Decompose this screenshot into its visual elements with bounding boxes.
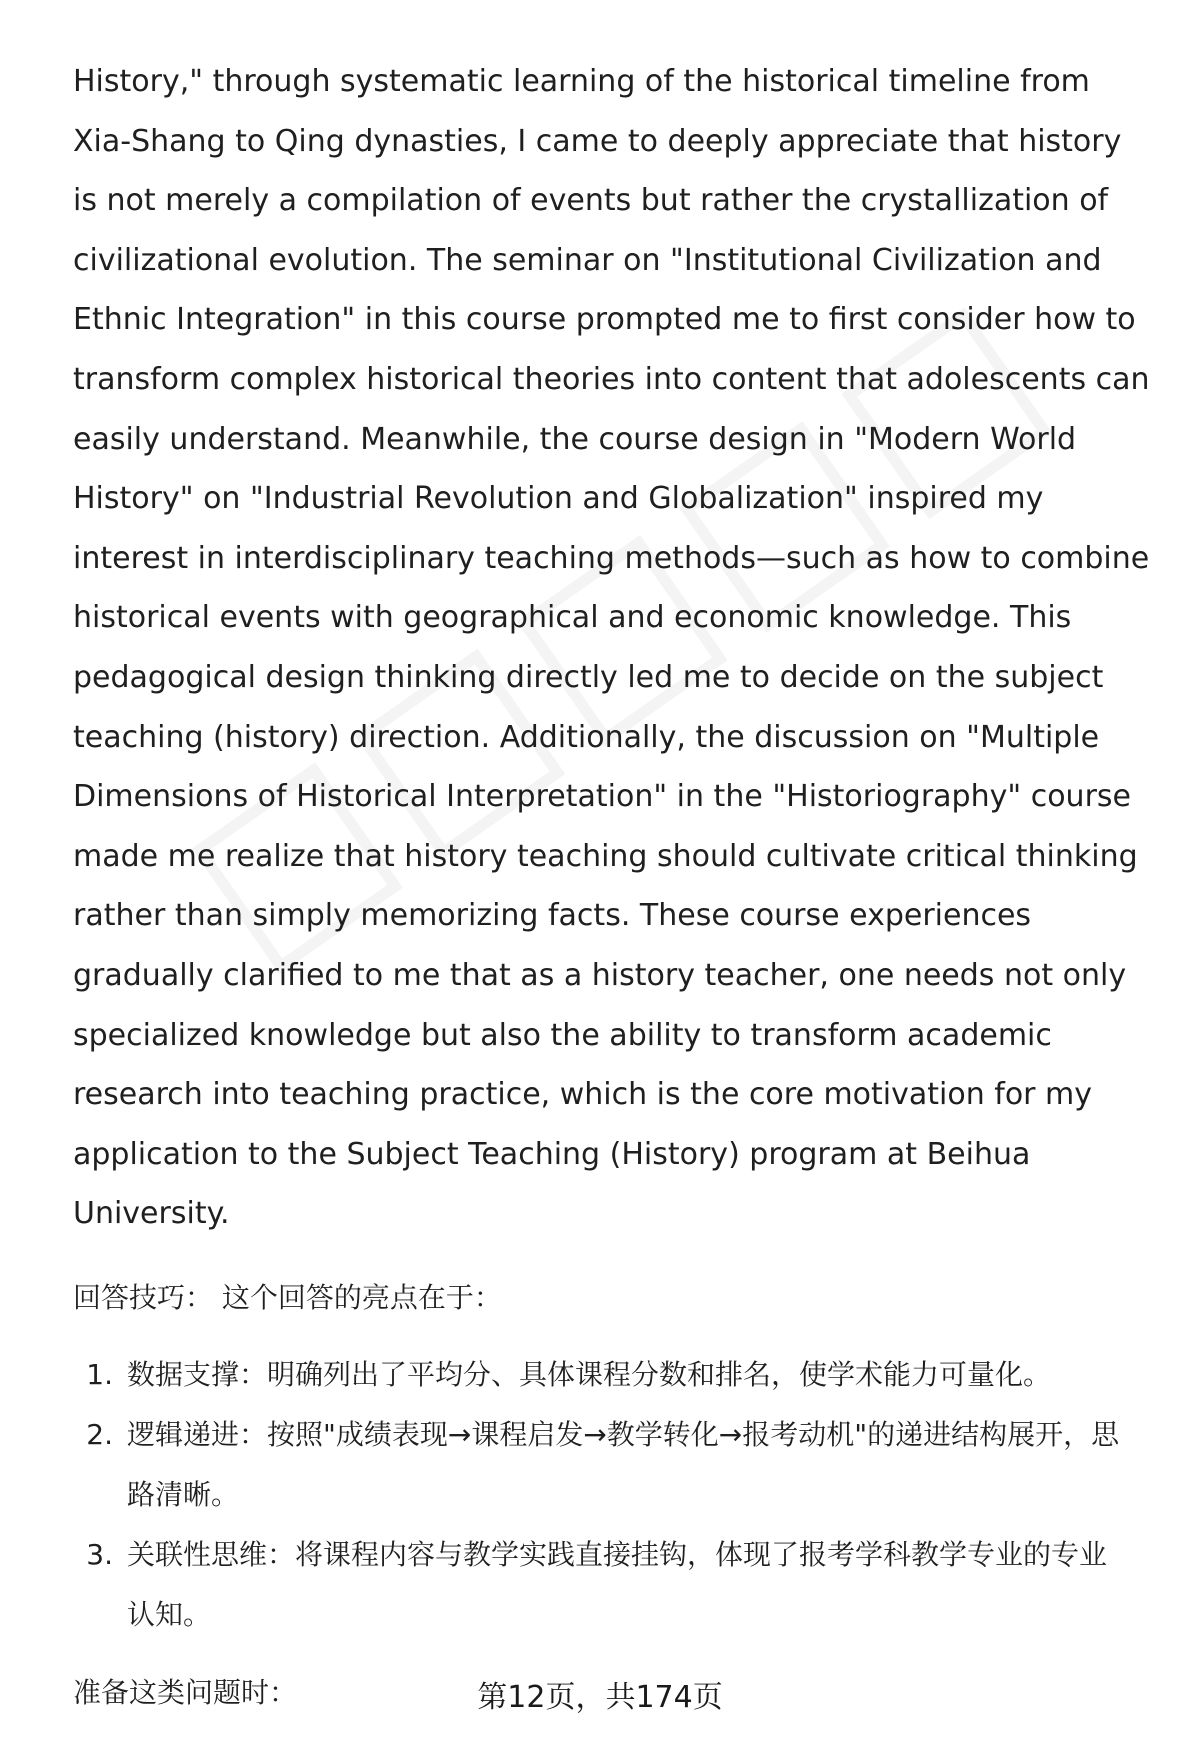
list-item-number: 1. xyxy=(86,1357,113,1391)
document-content xyxy=(73,52,1153,1721)
tips-title: 回答技巧： 这个回答的亮点在于： xyxy=(73,1280,502,1314)
list-item-text: 数据支撑：明确列出了平均分、具体课程分数和排名，使学术能力可量化。 xyxy=(127,1357,1052,1391)
list-item xyxy=(73,1345,1153,1405)
list-item xyxy=(73,1405,1153,1525)
list-item xyxy=(73,1525,1153,1645)
tips-list xyxy=(73,1345,1153,1645)
list-item-text: 关联性思维：将课程内容与教学实践直接挂钩，体现了报考学科教学专业的专业认知。 xyxy=(127,1537,1108,1631)
list-item-number: 2. xyxy=(86,1417,113,1451)
prep-title: 准备这类问题时： xyxy=(73,1675,298,1709)
page-number: 第12页，共174页 xyxy=(477,1680,723,1715)
list-item-number: 3. xyxy=(86,1537,113,1571)
body-paragraph: History," through systematic learning of the historical timeline from Xia-Shang to Qing dynasties, I came to deeply appreciate that history is not merely a compilation of events but rather the crystallization of civilizational evolution. The seminar on "Institutional Civilization and Ethnic Integration" in this course prompted me to first consider how to transform complex historical theories into content that adolescents can easily understand. Meanwhile, the course design in "Modern World History" on "Industrial Revolution and Globalization" inspired my interest in interdisciplinary teaching methods—such as how to combine historical events with geographical and economic knowledge. This pedagogical design thinking directly led me to decide on the subject teaching (history) direction. Additionally, the discussion on "Multiple Dimensions of Historical Interpretation" in the "Historiography" course made me realize that history teaching should cultivate critical thinking rather than simply memorizing facts. These course experiences gradually clarified to me that as a history teacher, one needs not only specialized knowledge but also the ability to transform academic research into teaching practice, which is the core motivation for my application to the Subject Teaching (History) program at Beihua University. xyxy=(73,64,1150,1232)
list-item-text: 逻辑递进：按照"成绩表现→课程启发→教学转化→报考动机"的递进结构展开，思路清晰。 xyxy=(127,1417,1120,1511)
